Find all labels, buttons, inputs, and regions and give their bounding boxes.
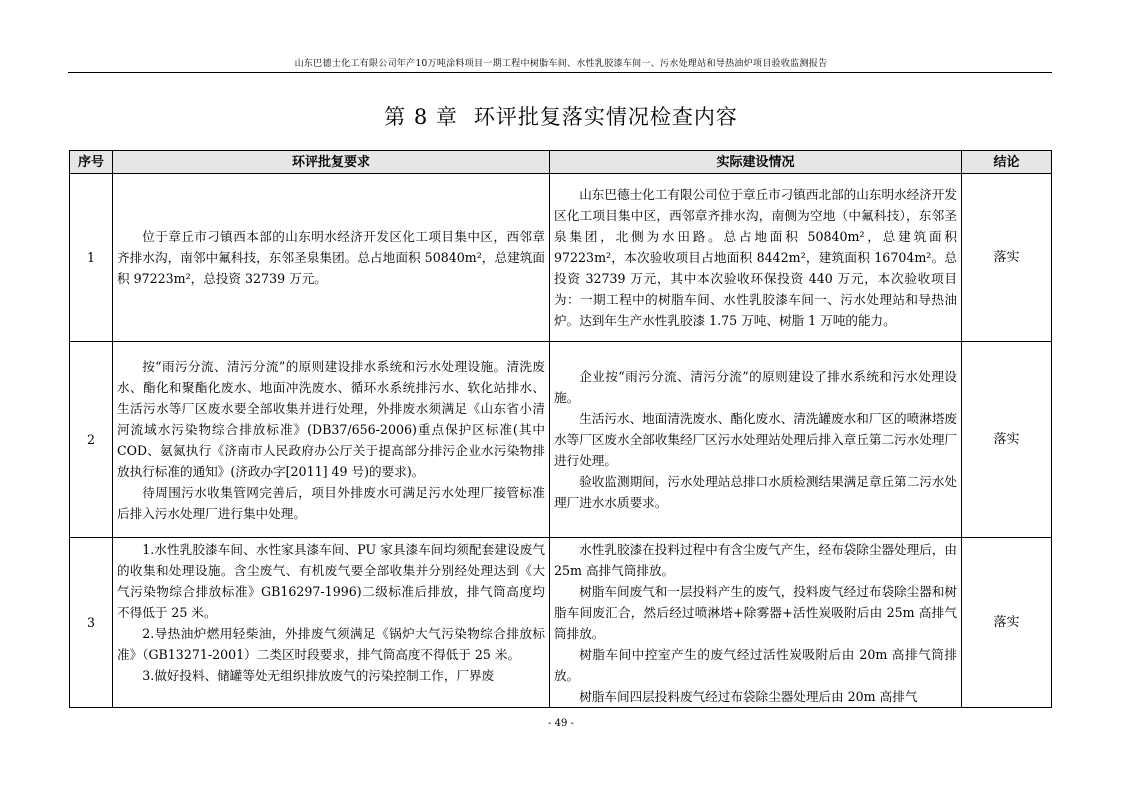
row-result: 落实 xyxy=(962,538,1052,708)
row-requirement xyxy=(113,174,550,342)
actual-paragraph: 树脂车间中控室产生的废气经过活性炭吸附后由 20m 高排气筒排放。 xyxy=(554,646,957,683)
header-rule xyxy=(68,72,1052,73)
requirement-paragraph: 2.导热油炉燃用轻柴油，外排废气须满足《锅炉大气污染物综合排放标准》（GB13271-2001）二类区时段要求，排气筒高度不得低于 25 米。 xyxy=(117,625,545,662)
actual-paragraph: 水性乳胶漆在投料过程中有含尘废气产生，经布袋除尘器处理后，由 25m 高排气筒排放。 xyxy=(554,541,957,578)
actual-paragraph: 生活污水、地面清洗废水、酯化废水、清洗罐废水和厂区的喷淋塔废水等厂区废水全部收集经厂区污水处理站处理后排入章丘第二污水处理厂进行处理。 xyxy=(554,411,957,468)
table-row xyxy=(70,342,1052,538)
requirement-paragraph: 位于章丘市刁镇西本部的山东明水经济开发区化工项目集中区，西邻章齐排水沟，南邻中氟科技，东邻圣泉集团。总占地面积 50840m²，总建筑面积 97223m²，总投资 32739 万元。 xyxy=(117,229,545,286)
row-index: 2 xyxy=(70,342,113,538)
chapter-name: 环评批复落实情况检查内容 xyxy=(473,105,738,129)
requirements-table xyxy=(69,150,1052,708)
actual-paragraph: 验收监测期间，污水处理站总排口水质检测结果满足章丘第二污水处理厂进水水质要求。 xyxy=(554,474,957,510)
row-index: 3 xyxy=(70,538,113,708)
row-requirement xyxy=(113,342,550,538)
header-actual: 实际建设情况 xyxy=(550,151,962,174)
actual-paragraph: 企业按“雨污分流、清污分流”的原则建设了排水系统和污水处理设施。 xyxy=(554,369,957,405)
header-requirement: 环评批复要求 xyxy=(113,151,550,174)
row-result: 落实 xyxy=(962,174,1052,342)
actual-paragraph: 树脂车间废气和一层投料产生的废气，投料废气经过布袋除尘器和树脂车间废汇合，然后经过喷淋塔+除雾器+活性炭吸附后由 25m 高排气筒排放。 xyxy=(554,583,957,641)
requirement-paragraph: 3.做好投料、储罐等处无组织排放废气的污染控制工作，厂界废 xyxy=(142,667,495,683)
chapter-title xyxy=(0,101,1122,131)
row-requirement xyxy=(113,538,550,708)
row-actual xyxy=(550,342,962,538)
row-index: 1 xyxy=(70,174,113,342)
actual-paragraph: 山东巴德士化工有限公司位于章丘市刁镇西北部的山东明水经济开发区化工项目集中区，西邻章齐排水沟，南侧为空地（中氟科技），东邻圣泉集团，北侧为水田路。总占地面积 50840m²，总建筑面积 97223m²，本次验收项目占地面积 8442m²，建筑面积 16704m²。总投资 32739 万元，其中本次验收环保投资 440 万元，本次验收项目为：一期工程中的树脂车间、水性乳胶漆车间一、污水处理站和导热油炉。达到年生产水性乳胶漆 1.75 万吨、树脂 1 万吨的能力。 xyxy=(554,187,957,328)
header-index: 序号 xyxy=(70,151,113,174)
table-row xyxy=(70,174,1052,342)
requirement-paragraph: 1.水性乳胶漆车间、水性家具漆车间、PU 家具漆车间均须配套建设废气的收集和处理设施。含尘废气、有机废气要全部收集并分别经处理达到《大气污染物综合排放标准》GB16297-1996)二级标准后排放，排气筒高度均不得低于 25 米。 xyxy=(117,541,545,620)
table-row xyxy=(70,538,1052,708)
row-actual xyxy=(550,538,962,708)
requirement-paragraph: 按“雨污分流、清污分流”的原则建设排水系统和污水处理设施。清洗废水、酯化和聚酯化废水、地面冲洗废水、循环水系统排污水、软化站排水、生活污水等厂区废水要全部收集并进行处理，外排废水须满足《山东省小清河流域水污染物综合排放标准》(DB37/656-2006)重点保护区标准(其中 COD、氨氮执行《济南市人民政府办公厅关于提高部分排污企业水污染物排放执行标准的通知》(济政办字[2011] 49 号)的要求)。 xyxy=(117,358,545,479)
chapter-number: 第 8 章 xyxy=(384,105,458,129)
table-header-row xyxy=(70,151,1052,174)
row-result: 落实 xyxy=(962,342,1052,538)
requirement-paragraph: 待周围污水收集管网完善后，项目外排废水可满足污水处理厂接管标准后排入污水处理厂进行集中处理。 xyxy=(117,484,545,521)
header-result: 结论 xyxy=(962,151,1052,174)
row-actual xyxy=(550,174,962,342)
page-number: - 49 - xyxy=(548,718,574,729)
running-header: 山东巴德士化工有限公司年产10万吨涂料项目一期工程中树脂车间、水性乳胶漆车间一、污水处理站和导热油炉项目验收监测报告 xyxy=(294,59,828,69)
actual-paragraph: 树脂车间四层投料废气经过布袋除尘器处理后由 20m 高排气 xyxy=(579,688,918,704)
